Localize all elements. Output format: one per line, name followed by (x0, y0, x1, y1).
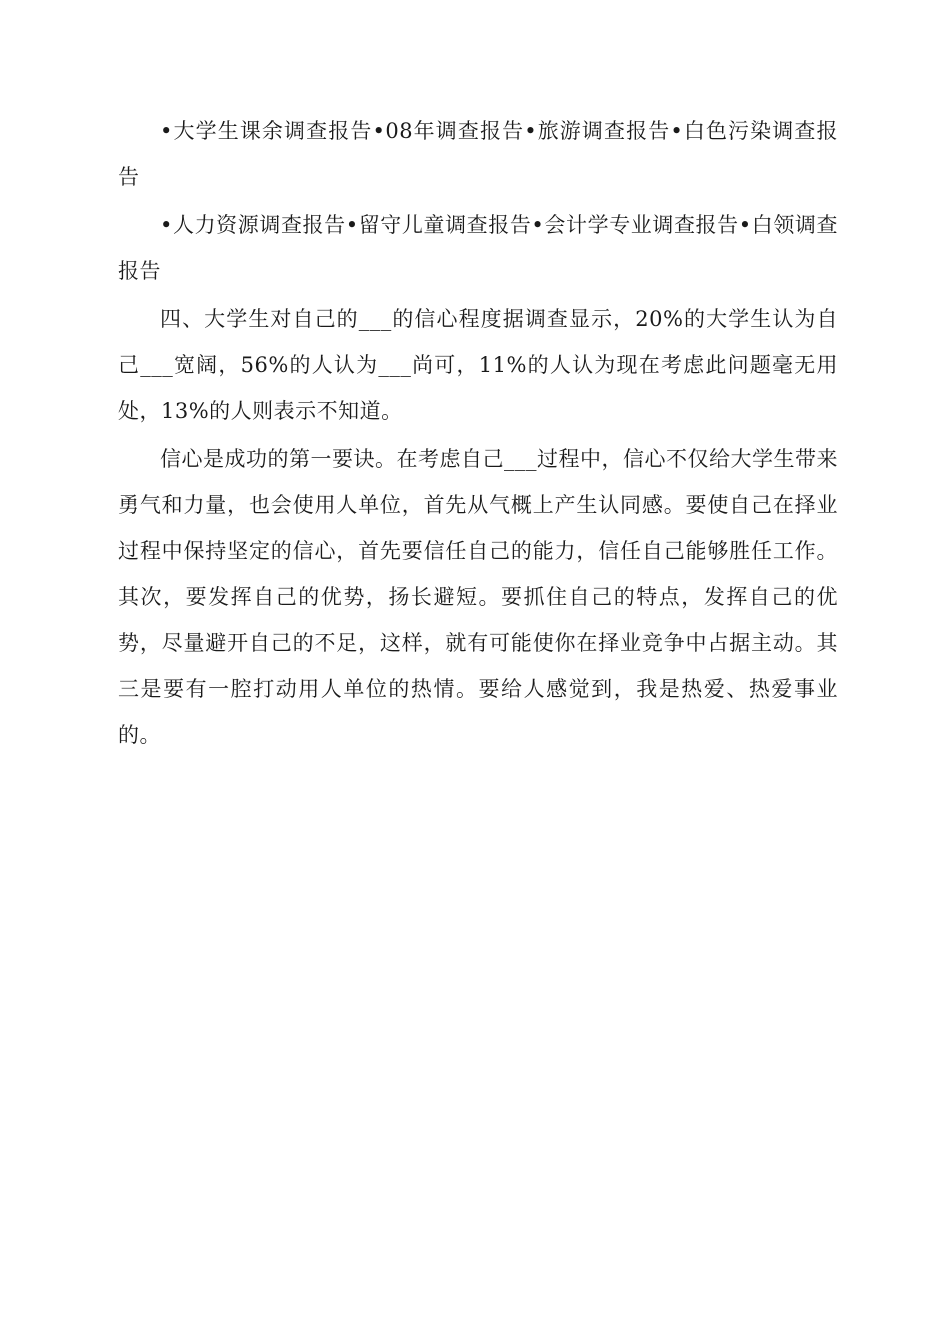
report-links-paragraph-1: •大学生课余调查报告•08年调查报告•旅游调查报告•白色污染调查报告 (118, 119, 838, 189)
confidence-survey-paragraph: 四、大学生对自己的___的信心程度据调查显示，20%的大学生认为自己___宽阔，56%的人认为___尚可，11%的人认为现在考虑此问题毫无用处，13%的人则表示不知道。 (118, 307, 838, 423)
confidence-advice-paragraph: 信心是成功的第一要诀。在考虑自己___过程中，信心不仅给大学生带来勇气和力量，也会使用人单位，首先从气概上产生认同感。要使自己在择业过程中保持坚定的信心，首先要信任自己的能力，信任自己能够胜任工作。其次，要发挥自己的优势，扬长避短。要抓住自己的特点，发挥自己的优势，尽量避开自己的不足，这样，就有可能使你在择业竞争中占据主动。其三是要有一腔打动用人单位的热情。要给人感觉到，我是热爱、热爱事业的。 (118, 447, 838, 747)
document-page (118, 108, 838, 758)
report-links-paragraph-2: •人力资源调查报告•留守儿童调查报告•会计学专业调查报告•白领调查报告 (118, 213, 838, 283)
